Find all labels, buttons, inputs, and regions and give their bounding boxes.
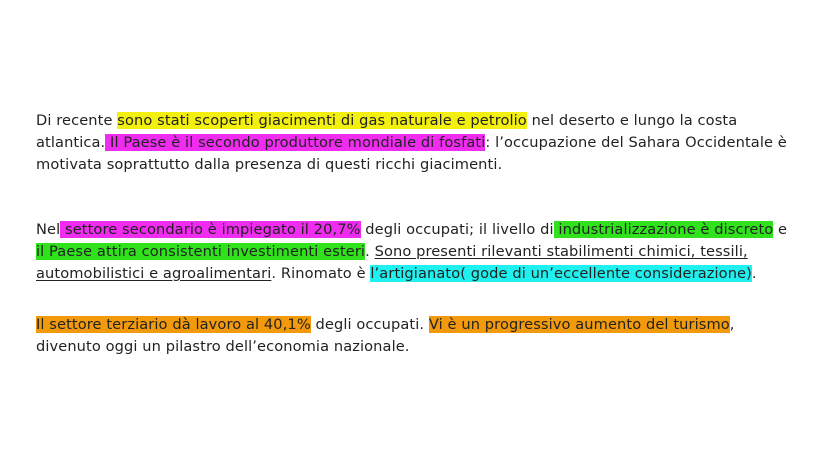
paragraph-secondary-sector	[36, 219, 796, 285]
text-span: .	[751, 265, 757, 282]
text-span: . Rinomato è	[271, 265, 371, 282]
text-span: nel deserto e lungo la costa atlantica.	[36, 112, 738, 151]
highlight-industrialization: industrializzazione è discreto	[553, 221, 774, 238]
text-span: degli occupati.	[310, 316, 429, 333]
paragraph-tertiary-sector	[36, 314, 796, 358]
highlight-tertiary-sector: Il settore terziario dà lavoro al 40,1%	[36, 316, 311, 333]
paragraph-natural-resources	[36, 110, 796, 176]
text-span: .	[365, 243, 375, 260]
text-span: Nel	[36, 221, 61, 238]
highlight-foreign-investment: il Paese attira consistenti investimenti esteri	[36, 243, 366, 260]
text-span: e	[773, 221, 788, 238]
text-span: Di recente	[36, 112, 118, 129]
highlight-secondary-sector: settore secondario è impiegato il 20,7%	[60, 221, 361, 238]
highlight-craftsmanship: l’artigianato( gode di un’eccellente considerazione)	[370, 265, 752, 282]
highlight-tourism: Vi è un progressivo aumento del turismo	[428, 316, 730, 333]
text-span: degli occupati; il livello di	[360, 221, 554, 238]
underlined-industries: Sono presenti rilevanti stabilimenti chimici, tessili, automobilistici e agroalimentari	[36, 243, 748, 282]
highlight-phosphates: Il Paese è il secondo produttore mondiale di fosfati	[105, 134, 486, 151]
text-span: : l’occupazione del Sahara Occidentale è motivata soprattutto dalla presenza di questi ricchi giacimenti.	[36, 134, 787, 173]
highlight-gas-oil: sono stati scoperti giacimenti di gas naturale e petrolio	[117, 112, 527, 129]
text-span: , divenuto oggi un pilastro dell’economia nazionale.	[36, 316, 735, 355]
